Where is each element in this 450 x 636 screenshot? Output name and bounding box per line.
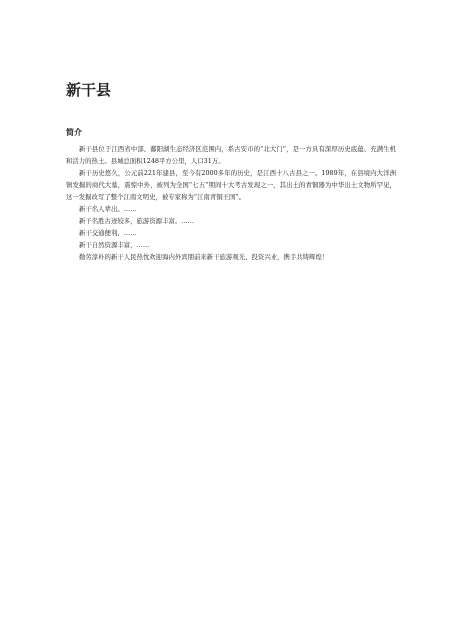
page-title: 新干县 [66, 81, 112, 99]
paragraph-natural-resources: 新干自然资源丰富，…… [79, 241, 150, 249]
paragraph-overview: 新干县位于江西省中部、鄱阳湖生态经济区范围内，系古安市的“北大门”，是一方具有深厚历史底蕴、充满生机和活力的热土。县城总面积1248平方公里，人口31万。 [66, 145, 396, 165]
paragraph-closing: 勤劳淳朴的新干人民热忱欢迎海内外宾朋前来新干旅游观光、投资兴业，携手共铸辉煌！ [79, 253, 329, 261]
paragraph-notable-people: 新干名人辈出。…… [79, 205, 137, 213]
section-heading: 简介 [66, 127, 82, 137]
document-body [66, 143, 396, 263]
paragraph-history: 新干历史悠久，公元前221年建县，至今有2000多年的历史，是江西十八古县之一。1989年，在县境内大洋洲镇发掘的商代大墓，震惊中外，被列为全国“七五”期间十大考古发现之一，其出土的青铜器为中华出土文物所罕见，这一发掘改写了整个江南文明史，被专家称为“江南青铜王国”。 [66, 169, 396, 201]
paragraph-scenic-spots: 新干名胜古迹较多，旅游资源丰富。…… [79, 217, 195, 225]
paragraph-transportation: 新干交通便利，…… [79, 229, 137, 237]
